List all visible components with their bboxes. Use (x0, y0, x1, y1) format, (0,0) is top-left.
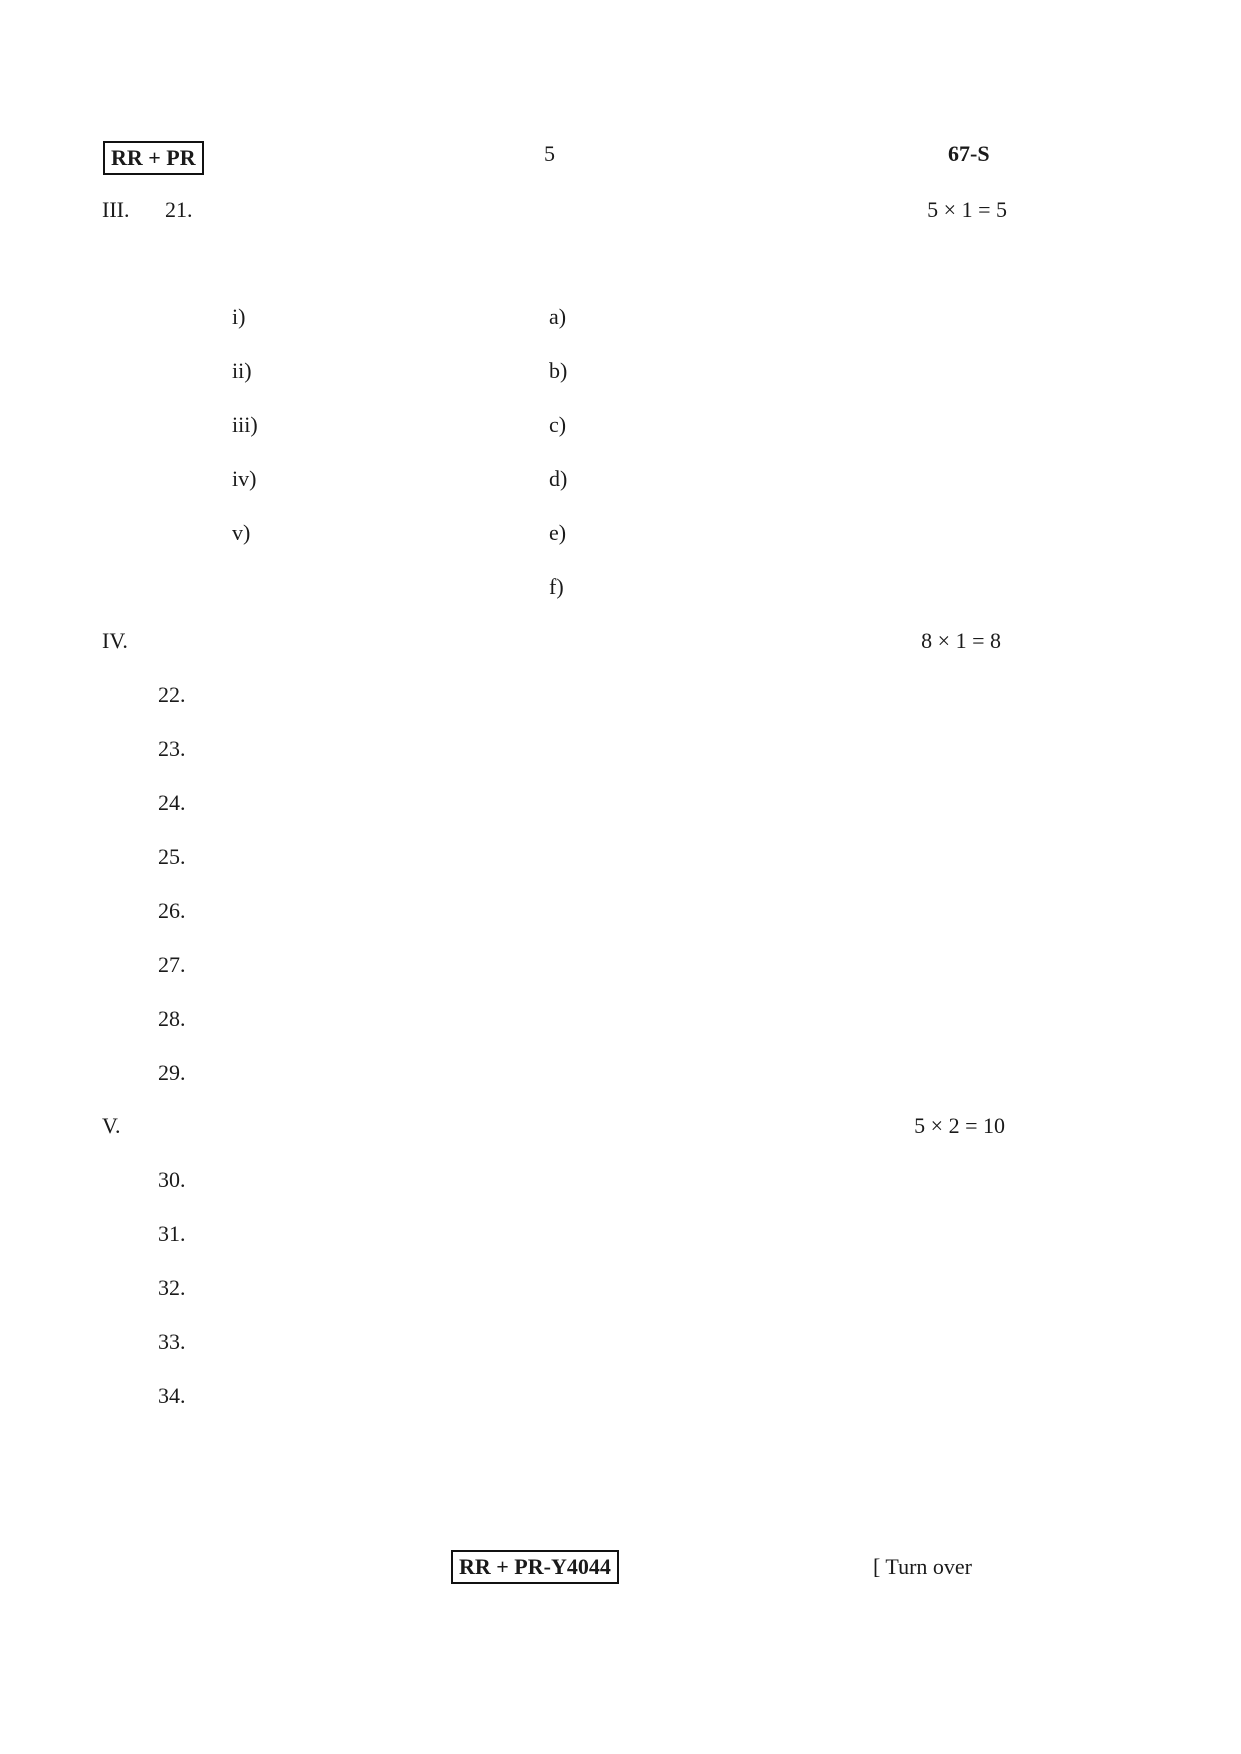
subject-code: 67-S (948, 141, 990, 166)
question-number: 26. (158, 898, 186, 923)
question-number: 21. (165, 197, 193, 222)
question-number: 29. (158, 1060, 186, 1085)
section-marks: 5 × 2 = 10 (914, 1113, 1005, 1138)
section-numeral: III. (102, 197, 130, 222)
paper-code-box: RR + PR (103, 141, 204, 175)
question-number: 30. (158, 1167, 186, 1192)
page-number: 5 (544, 141, 555, 166)
column-b-label: f) (549, 574, 564, 599)
section-marks: 5 × 1 = 5 (927, 197, 1007, 222)
column-b-label: c) (549, 412, 567, 437)
question-number: 27. (158, 952, 186, 977)
column-b-label: b) (549, 358, 568, 383)
column-b-label: d) (549, 466, 568, 491)
column-a-label: iv) (232, 466, 257, 491)
column-a-label: iii) (232, 412, 258, 437)
question-number: 32. (158, 1275, 186, 1300)
turn-over-note: [ Turn over (873, 1554, 973, 1579)
column-a-label: i) (232, 304, 246, 329)
column-b-label: a) (549, 304, 567, 329)
question-number: 25. (158, 844, 186, 869)
question-number: 34. (158, 1383, 186, 1408)
section-numeral: IV. (102, 628, 128, 653)
section-marks: 8 × 1 = 8 (921, 628, 1001, 653)
question-number: 22. (158, 682, 186, 707)
question-number: 24. (158, 790, 186, 815)
column-a-label: ii) (232, 358, 252, 383)
column-b-label: e) (549, 520, 567, 545)
column-a-label: v) (232, 520, 251, 545)
question-number: 28. (158, 1006, 186, 1031)
question-number: 23. (158, 736, 186, 761)
question-number: 31. (158, 1221, 186, 1246)
section-numeral: V. (102, 1113, 121, 1138)
question-number: 33. (158, 1329, 186, 1354)
footer-paper-code: RR + PR-Y4044 (451, 1550, 619, 1584)
